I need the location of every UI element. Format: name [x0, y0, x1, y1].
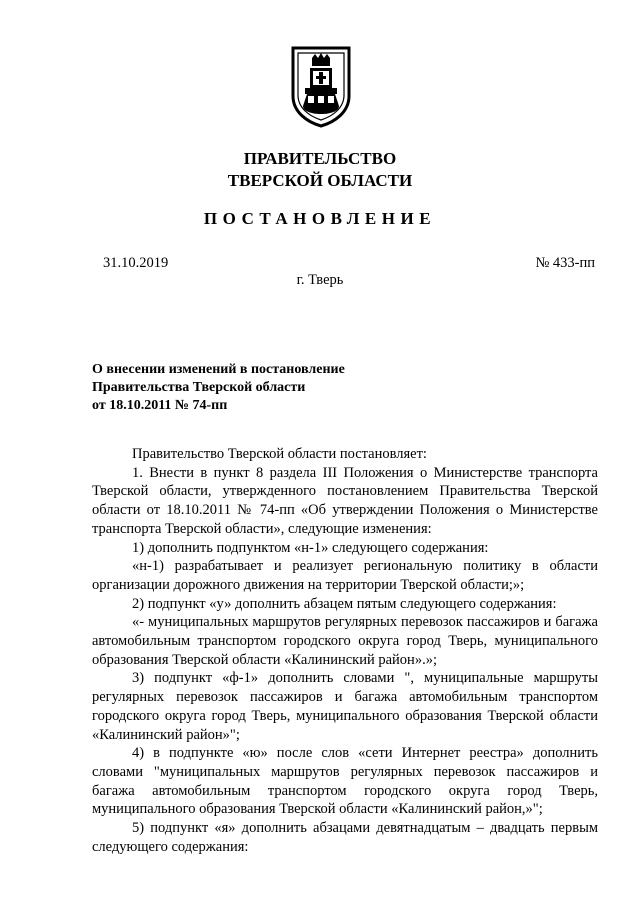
body-paragraph: Правительство Тверской области постановляет:	[132, 446, 427, 462]
document-number: № 433-пп	[535, 255, 595, 271]
body-paragraph: 1) дополнить подпунктом «н-1» следующего содержания:	[132, 539, 489, 556]
body-paragraph: 1. Внести в пункт 8 раздела III Положения о Министерстве транспорта Тверской области, утвержденного постановлением Правительства Тверской области от 18.10.2011 № 74-пп «Об утверждении Положения о Министерстве транспорта Тверской области», следующие изменения:	[92, 464, 598, 537]
document-subject	[92, 361, 432, 415]
document-type-heading: ПОСТАНОВЛЕНИЕ	[203, 209, 437, 228]
document-body	[92, 445, 598, 856]
subject-line: от 18.10.2011 № 74-пп	[92, 398, 228, 413]
organization-name-line-2: ТВЕРСКОЙ ОБЛАСТИ	[227, 171, 413, 190]
document-date: 31.10.2019	[103, 255, 169, 271]
body-paragraph: «- муниципальных маршрутов регулярных перевозок пассажиров и багажа автомобильным транспортом городского округа город Тверь, муниципального образования Тверской области «Калининский район».»;	[92, 614, 598, 668]
subject-line: Правительства Тверской области	[92, 380, 306, 395]
organization-name-line-1: ПРАВИТЕЛЬСТВО	[243, 149, 397, 168]
body-paragraph: 3) подпункт «ф-1» дополнить словами ", муниципальные маршруты регулярных перевозок пассажиров и багажа автомобильным транспортом городского округа город Тверь, муниципального образования Тверской области «Калининский район»";	[92, 670, 598, 743]
body-paragraph: 4) в подпункте «ю» после слов «сети Интернет реестра» дополнить словами "муниципальных маршрутов регулярных перевозок пассажиров и багажа автомобильным транспортом городского округа город Тверь, муниципального образования Тверской области «Калининский район,»";	[92, 745, 598, 818]
body-paragraph: «н-1) разрабатывает и реализует региональную политику в области организации дорожного движения на территории Тверской области;»;	[92, 558, 598, 593]
body-paragraph: 2) подпункт «у» дополнить абзацем пятым следующего содержания:	[132, 595, 557, 612]
subject-line: О внесении изменений в постановление	[92, 362, 345, 377]
document-city: г. Тверь	[296, 272, 344, 288]
body-paragraph: 5) подпункт «я» дополнить абзацами девятнадцатым – двадцать первым следующего содержания:	[92, 820, 598, 855]
coat-of-arms-emblem	[289, 44, 353, 128]
